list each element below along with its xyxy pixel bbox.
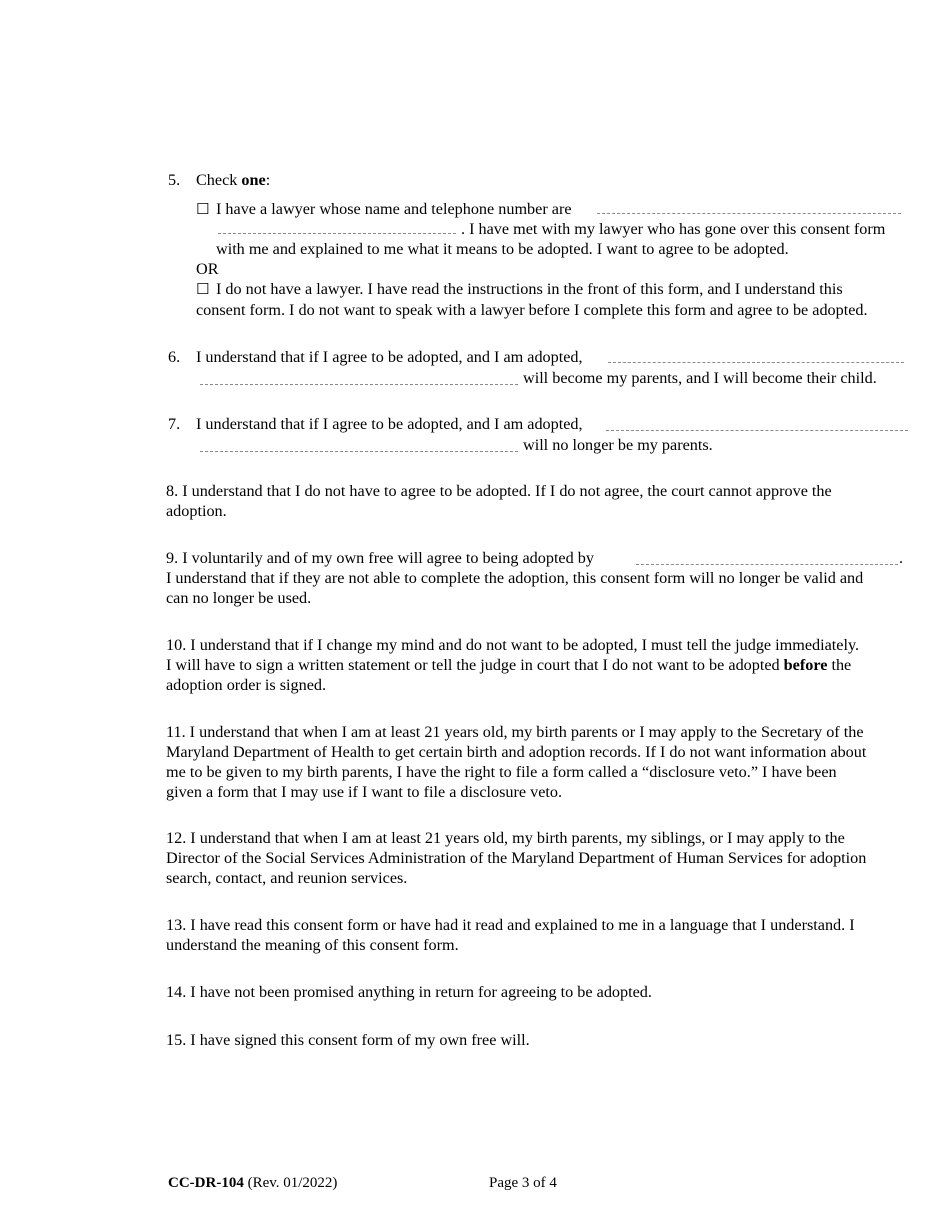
item-6-number: 6. (168, 348, 181, 366)
item-13-line2: understand the meaning of this consent form. (166, 936, 459, 954)
item-15-line1: 15. I have signed this consent form of my own free will. (166, 1031, 530, 1049)
item-9-period: . (899, 549, 904, 567)
item-12-line1: 12. I understand that when I am at least 21 years old, my birth parents, my siblings, or I may apply to the (166, 829, 845, 847)
footer-form-id: CC-DR-104 (Rev. 01/2022) (168, 1175, 338, 1191)
item-5-option1-line1: I have a lawyer whose name and telephone number are (216, 200, 572, 218)
item-5-number: 5. (168, 171, 181, 189)
item-6-line1: I understand that if I agree to be adopted, and I am adopted, (196, 348, 583, 366)
item-11-line1: 11. I understand that when I am at least 21 years old, my birth parents or I may apply to the Secretary of the (166, 723, 864, 741)
item-5-option2-line2: consent form. I do not want to speak with a lawyer before I complete this form and agree to be adopted. (196, 301, 868, 319)
adopting-party-field[interactable] (636, 564, 898, 565)
item-8-line1: 8. I understand that I do not have to agree to be adopted. If I do not agree, the court cannot approve the (166, 482, 832, 500)
item-12-line2: Director of the Social Services Administration of the Maryland Department of Human Services for adoption (166, 849, 867, 867)
no-lawyer-checkbox[interactable]: ☐ (196, 280, 210, 298)
item-10-line1: 10. I understand that if I change my mind and do not want to be adopted, I must tell the judge immediately. (166, 636, 860, 654)
item-7-number: 7. (168, 415, 181, 433)
item-5-option2-line1: I do not have a lawyer. I have read the instructions in the front of this form, and I understand this (216, 280, 843, 298)
lawyer-checkbox[interactable]: ☐ (196, 200, 210, 218)
lawyer-name-field[interactable] (597, 213, 901, 214)
item-5-heading: Check one: (196, 171, 271, 189)
adoptive-parents-field[interactable] (608, 362, 904, 363)
item-10-line3: adoption order is signed. (166, 676, 327, 694)
birth-parents-field-cont[interactable] (200, 451, 518, 452)
item-9-line3: can no longer be used. (166, 589, 312, 607)
item-7-line1: I understand that if I agree to be adopted, and I am adopted, (196, 415, 583, 433)
item-5-option1-line2: . I have met with my lawyer who has gone over this consent form (461, 220, 886, 238)
item-10-line2: I will have to sign a written statement or tell the judge in court that I do not want to be adopted before the (166, 656, 852, 674)
item-7-line2: will no longer be my parents. (523, 436, 713, 454)
item-6-line2: will become my parents, and I will become their child. (523, 369, 877, 387)
item-11-line3: me to be given to my birth parents, I have the right to file a form called a “disclosure veto.” I have been (166, 763, 837, 781)
item-11-line2: Maryland Department of Health to get certain birth and adoption records. If I do not want information about (166, 743, 867, 761)
item-5-or: OR (196, 260, 219, 278)
birth-parents-field[interactable] (606, 430, 908, 431)
item-8-line2: adoption. (166, 502, 227, 520)
item-11-line4: given a form that I may use if I want to file a disclosure veto. (166, 783, 563, 801)
item-14-line1: 14. I have not been promised anything in return for agreeing to be adopted. (166, 983, 652, 1001)
item-5-option1-line3: with me and explained to me what it means to be adopted. I want to agree to be adopted. (216, 240, 789, 258)
adoptive-parents-field-cont[interactable] (200, 384, 518, 385)
item-9-line1: 9. I voluntarily and of my own free will agree to being adopted by (166, 549, 594, 567)
item-13-line1: 13. I have read this consent form or have had it read and explained to me in a language that I understand. I (166, 916, 855, 934)
lawyer-phone-field[interactable] (218, 233, 456, 234)
footer-page-number: Page 3 of 4 (489, 1175, 557, 1191)
item-9-line2: I understand that if they are not able to complete the adoption, this consent form will no longer be valid and (166, 569, 864, 587)
item-12-line3: search, contact, and reunion services. (166, 869, 408, 887)
